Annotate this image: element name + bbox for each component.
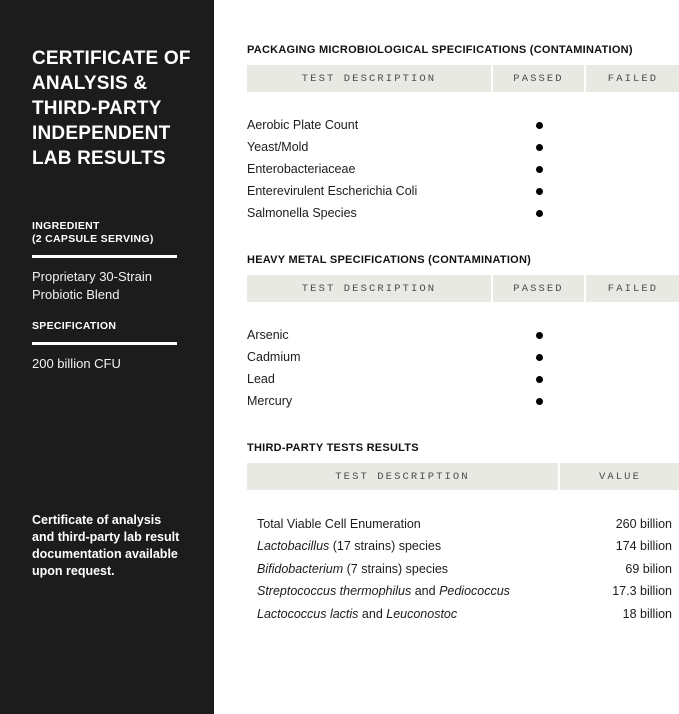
row-failed-mark xyxy=(586,390,679,412)
row-passed-mark xyxy=(493,136,586,158)
filled-dot-icon xyxy=(536,144,543,151)
specification-divider xyxy=(32,342,177,345)
row-passed-mark xyxy=(493,324,586,346)
heavy-metal-spec-table xyxy=(247,275,679,412)
table-row xyxy=(247,324,679,346)
row-failed-mark xyxy=(586,202,679,224)
table-row xyxy=(247,390,679,412)
column-header-passed: PASSED xyxy=(493,275,586,302)
table-row xyxy=(247,158,679,180)
table-spacer xyxy=(247,92,679,114)
row-description: Arsenic xyxy=(247,328,289,342)
table-row xyxy=(247,580,679,603)
row-description: Total Viable Cell Enumeration xyxy=(257,516,421,531)
column-header-description: TEST DESCRIPTION xyxy=(247,463,560,490)
row-failed-mark xyxy=(586,114,679,136)
row-failed-mark xyxy=(586,136,679,158)
row-passed-mark xyxy=(493,346,586,368)
column-header-value: VALUE xyxy=(560,463,679,490)
specification-label: SPECIFICATION xyxy=(32,320,117,332)
section-title: HEAVY METAL SPECIFICATIONS (CONTAMINATION) xyxy=(247,254,532,266)
page-title: CERTIFICATE OF ANALYSIS & THIRD-PARTY INDEPENDENT LAB RESULTS xyxy=(32,48,191,169)
row-description: Enterevirulent Escherichia Coli xyxy=(247,184,418,198)
row-passed-mark xyxy=(493,180,586,202)
table-row xyxy=(247,180,679,202)
row-description-italic: Lactobacillus xyxy=(257,539,330,554)
filled-dot-icon xyxy=(536,376,543,383)
specification-block xyxy=(32,320,182,373)
ingredient-value-line1: Proprietary 30-Strain xyxy=(32,269,152,284)
table-spacer xyxy=(247,490,679,513)
row-description: Salmonella Species xyxy=(247,206,357,220)
section-gap xyxy=(247,224,679,254)
table-row xyxy=(247,603,679,626)
column-header-failed: FAILED xyxy=(586,275,679,302)
table-header-row xyxy=(247,275,679,302)
row-failed-mark xyxy=(586,324,679,346)
table-header-row xyxy=(247,463,679,490)
row-description-italic: Bifidobacterium xyxy=(257,561,344,576)
ingredient-label-line2: (2 CAPSULE SERVING) xyxy=(32,233,154,245)
third-party-results-table xyxy=(247,463,679,625)
row-value: 174 billion xyxy=(615,539,672,554)
row-failed-mark xyxy=(586,368,679,390)
filled-dot-icon xyxy=(536,166,543,173)
sidebar-panel xyxy=(0,0,214,714)
ingredient-value-line2: Probiotic Blend xyxy=(32,287,120,302)
row-passed-mark xyxy=(493,158,586,180)
table-row xyxy=(247,136,679,158)
section-title: PACKAGING MICROBIOLOGICAL SPECIFICATIONS (CONTAMINATION) xyxy=(247,44,633,56)
row-description: Lactococcus lactis and Leuconostoc xyxy=(257,606,458,621)
table-row xyxy=(247,202,679,224)
table-row xyxy=(247,368,679,390)
row-failed-mark xyxy=(586,158,679,180)
table-header-row xyxy=(247,65,679,92)
column-header-description: TEST DESCRIPTION xyxy=(247,275,493,302)
section-heavy-metal xyxy=(247,254,679,412)
section-third-party-results xyxy=(247,442,679,625)
ingredient-value xyxy=(32,268,182,304)
filled-dot-icon xyxy=(536,332,543,339)
content-panel xyxy=(214,0,679,714)
ingredient-block xyxy=(32,220,182,304)
row-description: Enterobacteriaceae xyxy=(247,162,356,176)
ingredient-label xyxy=(32,220,182,246)
table-spacer xyxy=(247,302,679,324)
section-gap xyxy=(247,412,679,442)
column-header-passed: PASSED xyxy=(493,65,586,92)
specification-value: 200 billion CFU xyxy=(32,356,121,371)
row-value: 260 billion xyxy=(615,516,672,531)
row-value: 18 billion xyxy=(622,606,672,621)
section-title: THIRD-PARTY TESTS RESULTS xyxy=(247,442,419,454)
row-passed-mark xyxy=(493,368,586,390)
row-passed-mark xyxy=(493,114,586,136)
row-description: Cadmium xyxy=(247,350,301,364)
filled-dot-icon xyxy=(536,210,543,217)
row-description: Aerobic Plate Count xyxy=(247,118,359,132)
row-passed-mark xyxy=(493,202,586,224)
table-row xyxy=(247,346,679,368)
row-description-italic: Lactococcus lactis xyxy=(257,606,359,621)
row-description-italic-2: Leuconostoc xyxy=(386,606,458,621)
ingredient-divider xyxy=(32,255,177,258)
row-passed-mark xyxy=(493,390,586,412)
ingredient-label-line1: INGREDIENT xyxy=(32,220,100,232)
filled-dot-icon xyxy=(536,398,543,405)
row-failed-mark xyxy=(586,180,679,202)
footer-note: Certificate of analysis and third-party lab result documentation available upon request. xyxy=(32,513,180,578)
row-description-italic-2: Pediococcus xyxy=(439,584,510,599)
table-row xyxy=(247,558,679,581)
table-row xyxy=(247,513,679,536)
column-header-failed: FAILED xyxy=(586,65,679,92)
row-description: Bifidobacterium (7 strains) species xyxy=(257,561,449,576)
filled-dot-icon xyxy=(536,354,543,361)
table-row xyxy=(247,535,679,558)
section-packaging-microbiological xyxy=(247,44,679,224)
column-header-description: TEST DESCRIPTION xyxy=(247,65,493,92)
row-description: Yeast/Mold xyxy=(247,140,309,154)
row-description: Lactobacillus (17 strains) species xyxy=(257,539,442,554)
row-description: Streptococcus thermophilus and Pediococcus xyxy=(257,584,510,599)
row-value: 17.3 billion xyxy=(612,584,672,599)
row-description-italic: Streptococcus thermophilus xyxy=(257,584,412,599)
packaging-spec-table xyxy=(247,65,679,224)
row-failed-mark xyxy=(586,346,679,368)
filled-dot-icon xyxy=(536,188,543,195)
row-description: Mercury xyxy=(247,394,293,408)
filled-dot-icon xyxy=(536,122,543,129)
row-value: 69 bilion xyxy=(625,561,672,576)
table-row xyxy=(247,114,679,136)
row-description: Lead xyxy=(247,372,275,386)
